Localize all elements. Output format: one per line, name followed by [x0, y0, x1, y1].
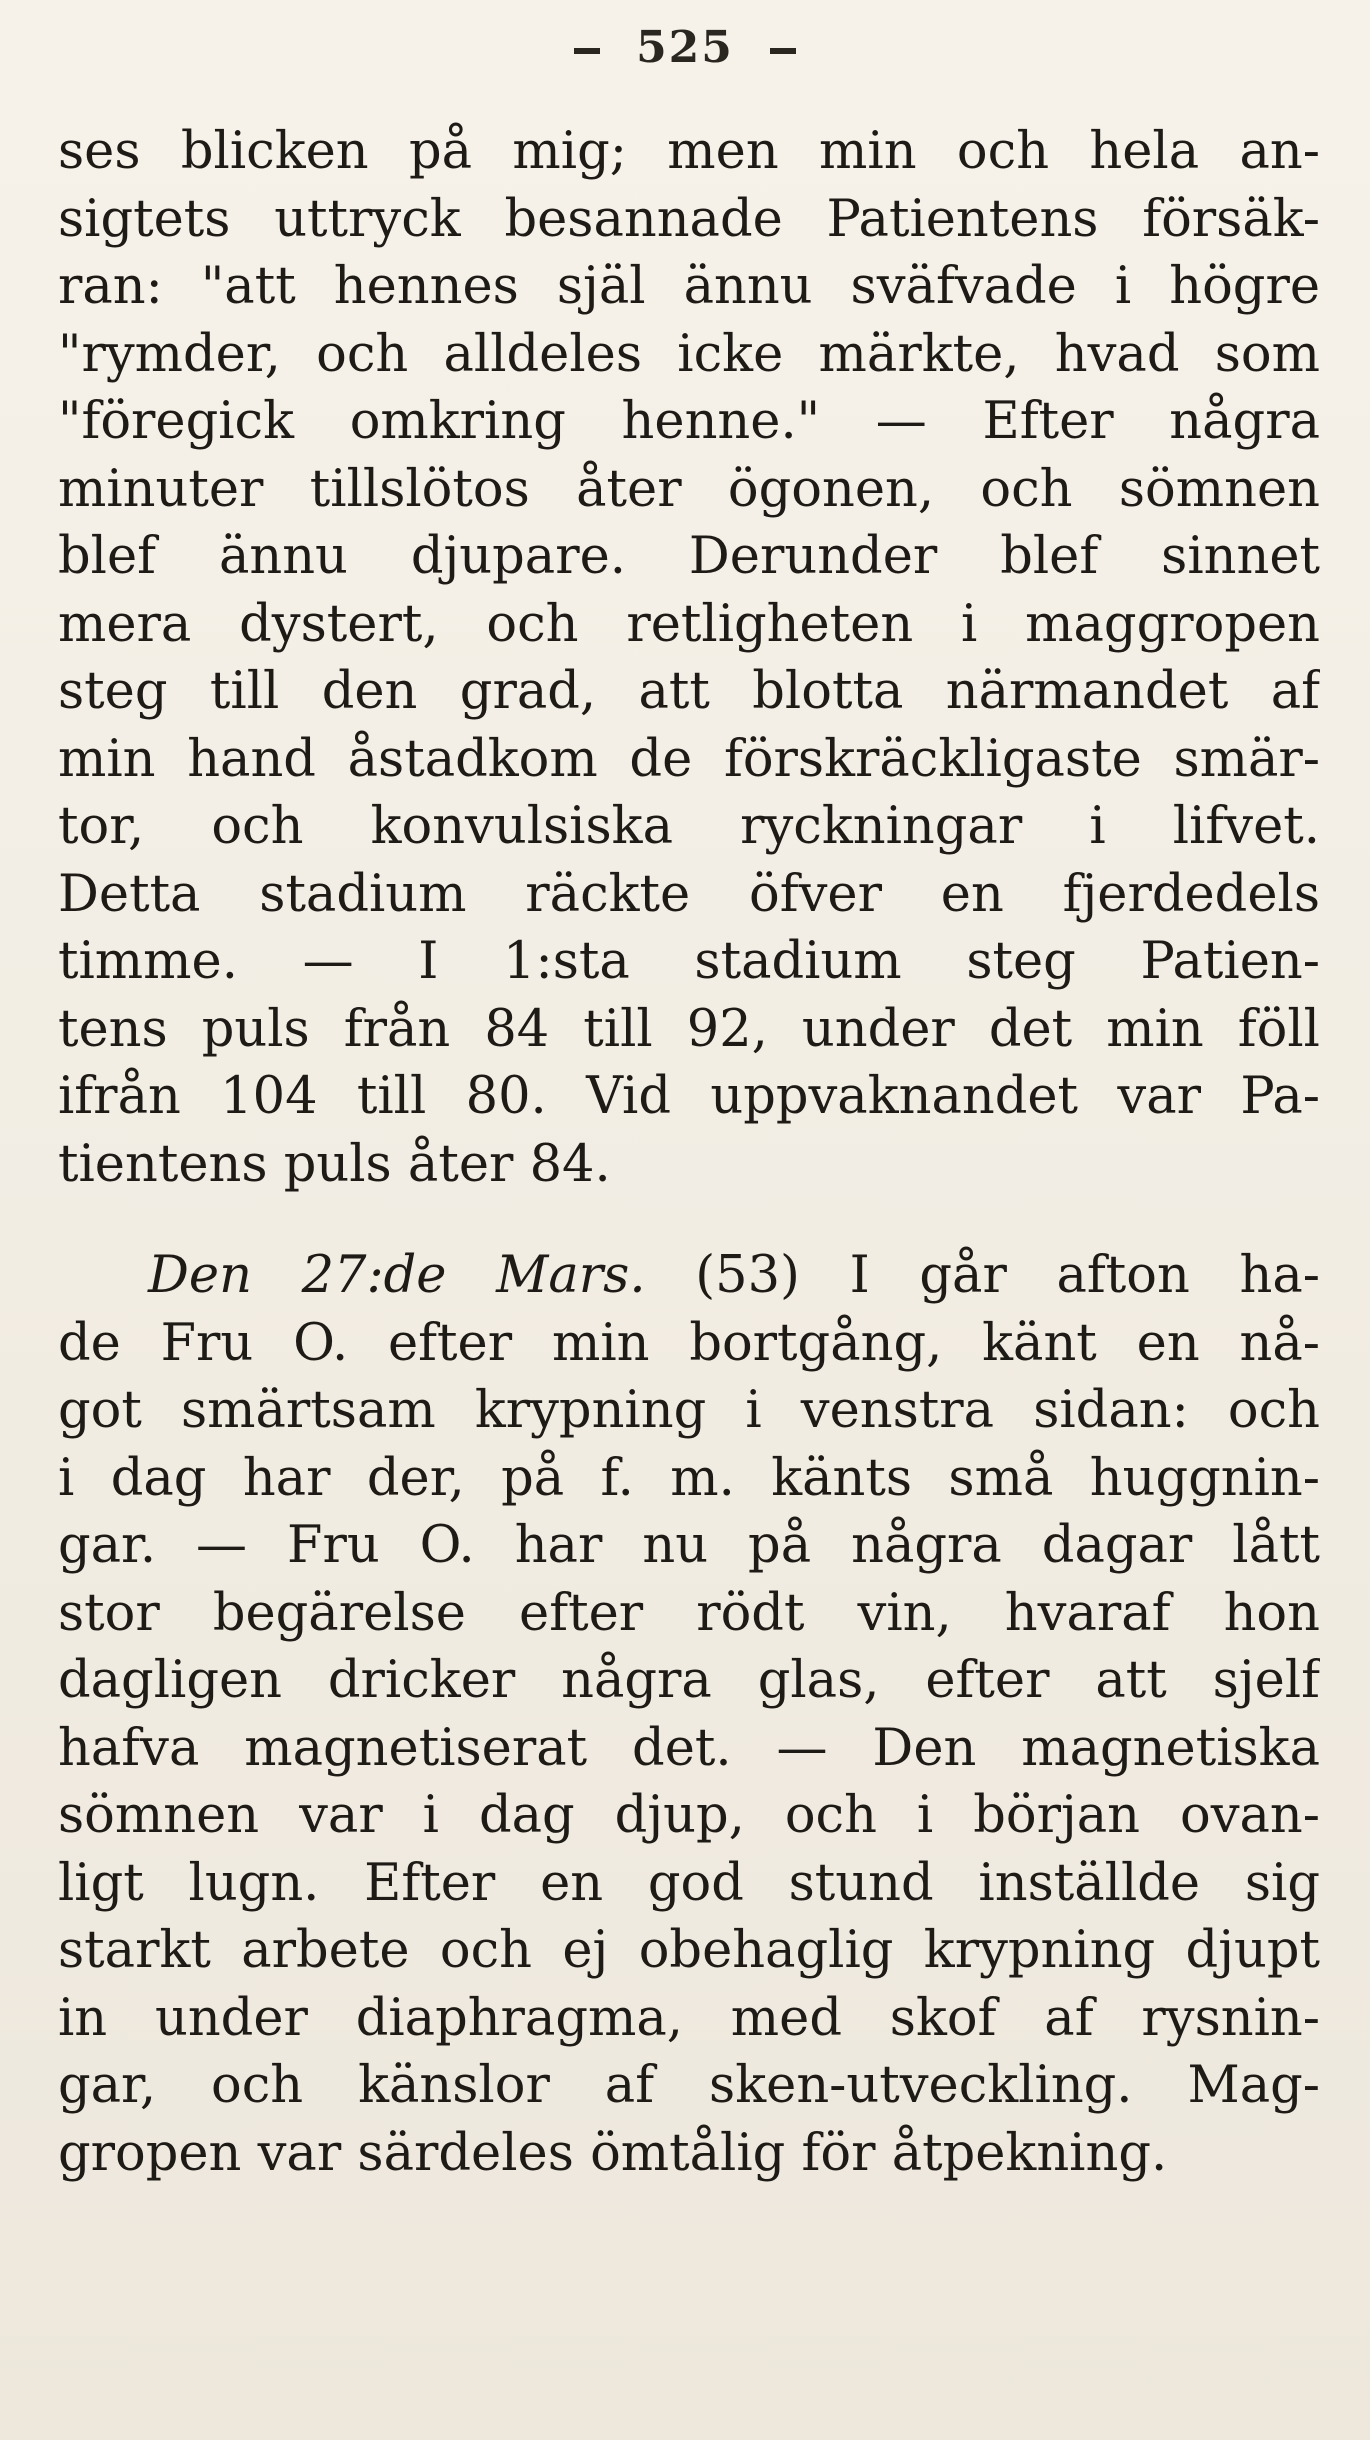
text-line: ran: "att hennes själ ännu sväfvade i högre [58, 257, 1320, 316]
entry-start: (53) I går afton ha- [695, 1246, 1320, 1305]
text-line: sigtets uttryck besannade Patientens försäk- [58, 189, 1320, 249]
paragraph-1 [58, 118, 1320, 1198]
text-line: hafva magnetiserat det. — Den magnetiska [58, 1718, 1320, 1778]
text-line: ifrån 104 till 80. Vid uppvaknandet var Pa- [58, 1067, 1320, 1126]
entry-date: Den 27:de Mars. [148, 1246, 646, 1305]
text-line: sömnen var i dag djup, och i början ovan- [58, 1786, 1320, 1845]
text-line: "rymder, och alldeles icke märkte, hvad som [58, 324, 1320, 384]
text-line: timme. — I 1:sta stadium steg Patien- [58, 932, 1320, 991]
page-number [0, 22, 1370, 73]
text-line: de Fru O. efter min bortgång, känt en nå- [58, 1313, 1320, 1373]
text-line: "föregick omkring henne." — Efter några [58, 392, 1320, 451]
paragraph-2 [58, 1242, 1320, 2187]
page-number-text: 525 [636, 22, 734, 73]
text-line: steg till den grad, att blotta närmandet af [58, 662, 1320, 721]
page-number-dash-right [770, 48, 796, 54]
text-line: minuter tillslötos åter ögonen, och sömnen [58, 459, 1320, 519]
text-line: min hand åstadkom de förskräckligaste smär- [58, 729, 1320, 789]
text-line: ligt lugn. Efter en god stund inställde sig [58, 1853, 1320, 1913]
body-text [58, 118, 1320, 2187]
text-line: starkt arbete och ej obehaglig krypning djupt [58, 1921, 1320, 1980]
text-line: tens puls från 84 till 92, under det min föll [58, 999, 1320, 1059]
paragraph-gap [58, 1198, 1320, 1242]
text-line: blef ännu djupare. Derunder blef sinnet [58, 527, 1320, 586]
text-line: gar. — Fru O. har nu på några dagar lått [58, 1516, 1320, 1575]
text-line: gropen var särdeles ömtålig för åtpekning. [58, 2123, 1168, 2183]
text-line: mera dystert, och retligheten i maggropen [58, 594, 1320, 654]
text-line: stor begärelse efter rödt vin, hvaraf hon [58, 1583, 1320, 1643]
text-line: dagligen dricker några glas, efter att sjelf [58, 1651, 1320, 1710]
text-line: gar, och känslor af sken-utveckling. Mag- [58, 2056, 1320, 2115]
page-number-dash-left [574, 48, 600, 54]
text-line-dated [58, 1242, 1320, 1310]
text-line: i dag har der, på f. m. känts små huggnin- [58, 1448, 1320, 1508]
text-line: got smärtsam krypning i venstra sidan: och [58, 1381, 1320, 1440]
text-line: ses blicken på mig; men min och hela an- [58, 122, 1320, 181]
text-line: tor, och konvulsiska ryckningar i lifvet. [58, 797, 1320, 856]
text-line: Detta stadium räckte öfver en fjerdedels [58, 864, 1320, 924]
text-line: in under diaphragma, med skof af rysnin- [58, 1988, 1320, 2048]
text-line: tientens puls åter 84. [58, 1134, 611, 1194]
